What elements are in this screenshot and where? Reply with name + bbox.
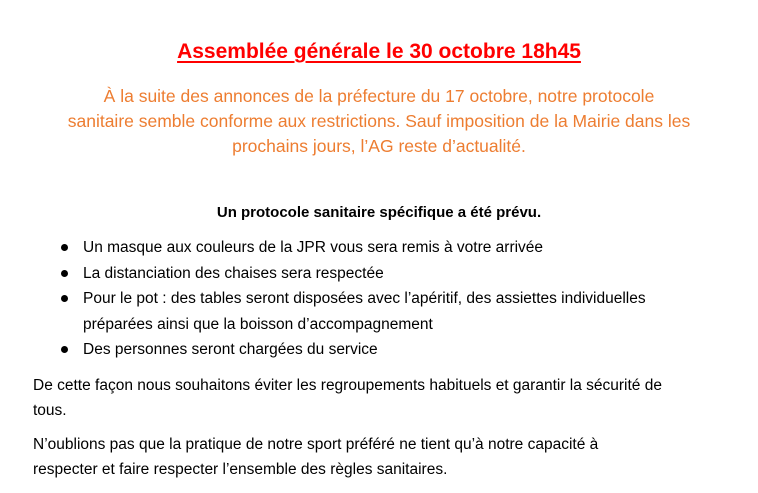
protocol-subheading: Un protocole sanitaire spécifique a été prévu.	[216, 204, 542, 221]
bullet-dot-icon	[61, 295, 68, 302]
bullet-item	[0, 286, 758, 337]
intro-paragraph	[40, 84, 718, 159]
bullet-line: préparées ainsi que la boisson d’accompagnement	[83, 315, 433, 333]
bullet-line: Pour le pot : des tables seront disposées avec l’apéritif, des assiettes individuelles	[83, 290, 646, 307]
intro-line: À la suite des annonces de la préfecture du 17 octobre, notre protocole	[103, 86, 655, 106]
body-paragraph-rules	[33, 432, 738, 482]
paragraph-line: tous.	[33, 402, 67, 419]
document-title: Assemblée générale le 30 octobre 18h45	[177, 40, 581, 63]
bullet-dot-icon	[61, 270, 68, 277]
bullet-line: Un masque aux couleurs de la JPR vous sera remis à votre arrivée	[83, 239, 544, 256]
intro-line: sanitaire semble conforme aux restrictions. Sauf imposition de la Mairie dans les	[67, 111, 691, 131]
protocol-bullet-list	[0, 235, 758, 363]
body-paragraph-safety	[33, 373, 738, 423]
bullet-dot-icon	[61, 244, 68, 251]
intro-line: prochains jours, l’AG reste d’actualité.	[232, 136, 526, 156]
bullet-item	[0, 261, 758, 287]
paragraph-line: N’oublions pas que la pratique de notre sport préféré ne tient qu’à notre capacité à	[33, 436, 599, 453]
bullet-item	[0, 337, 758, 363]
bullet-item	[0, 235, 758, 261]
bullet-line: La distanciation des chaises sera respectée	[83, 264, 384, 282]
paragraph-line: De cette façon nous souhaitons éviter les regroupements habituels et garantir la sécurité de	[33, 377, 662, 394]
bullet-line: Des personnes seront chargées du service	[83, 341, 378, 358]
bullet-dot-icon	[61, 346, 68, 353]
paragraph-line: respecter et faire respecter l’ensemble des règles sanitaires.	[33, 461, 448, 478]
